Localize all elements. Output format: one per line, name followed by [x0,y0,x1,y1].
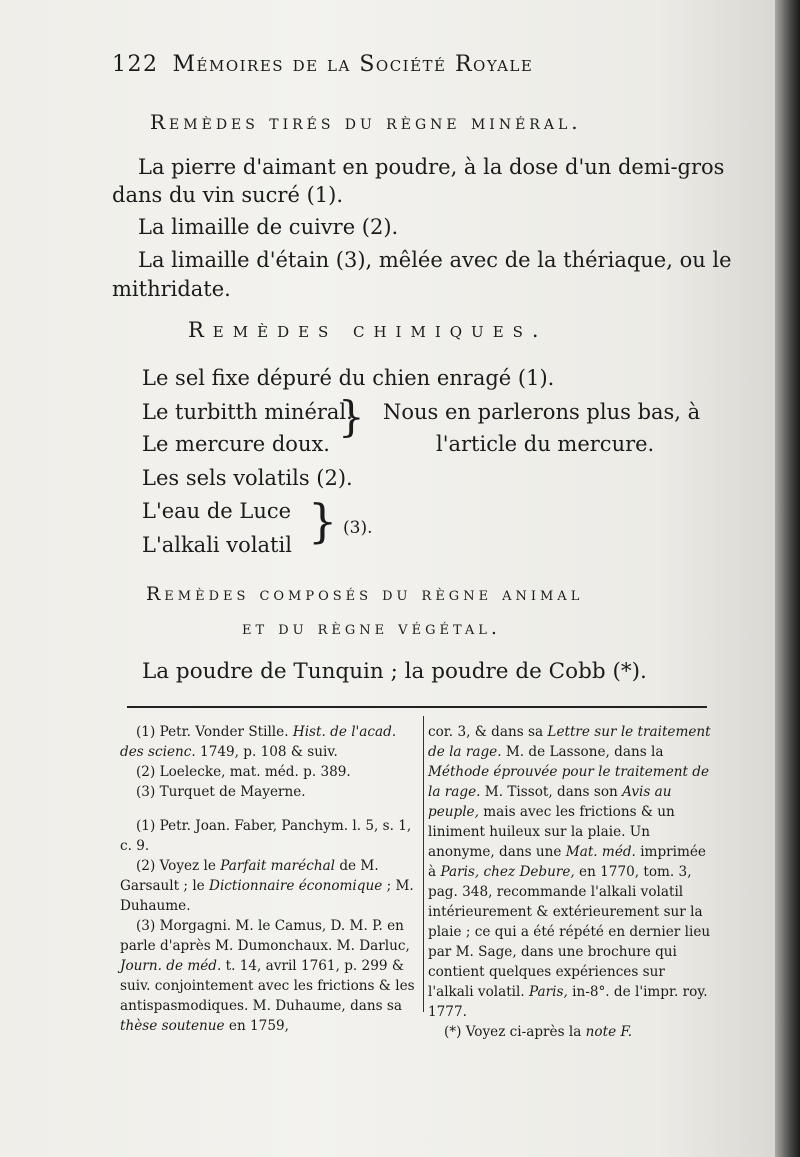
chimiques-line-1: Le sel fixe dépuré du chien enragé (1). [142,366,555,390]
section-title-chimiques: Remèdes chimiques. [188,318,548,342]
footnote-right-1: cor. 3, & dans sa Lettre sur le traitement de la rage. M. de Lassone, dans la Méthode éprouvée pour le traitement de la rage. M. Tissot, dans son Avis au peuple, mais avec les frictions & un liniment huileux sur la plaie. Un anonyme, dans une Mat. méd. imprimée à Paris, chez Debure, en 1770, tom. 3, pag. 348, recommande l'alkali volatil intérieurement & extérieurement sur la plaie ; ce qui a été répété en dernier lieu par M. Sage, dans une brochure qui contient quelques expériences sur l'alkali volatil. Paris, in-8°. de l'impr. roy. 1777. [428,724,711,1020]
footnote-left-6: (3) Morgagni. M. le Camus, D. M. P. en parle d'après M. Dumonchaux. M. Darluc, Journ. de méd. t. 14, avril 1761, p. 299 & suiv. conjointement avec les frictions & les antispasmodiques. M. Duhaume, dans sa thèse soutenue en 1759, [120,918,415,1034]
footnote-column-divider [423,716,424,1012]
brace-ref: (3). [343,518,373,538]
mineral-line-5: mithridate. [112,277,231,301]
mineral-line-1: La pierre d'aimant en poudre, à la dose d'un demi-gros [138,155,725,179]
chimiques-line-4: Les sels volatils (2). [142,466,353,490]
footnote-left-1: (1) Petr. Vonder Stille. Hist. de l'acad. des scienc. 1749, p. 108 & suiv. [120,724,397,760]
footnote-right-2: (*) Voyez ci-après la note F. [444,1024,633,1040]
footnote-left-4: (1) Petr. Joan. Faber, Panchym. l. 5, s. 1, c. 9. [120,818,412,854]
brace-mercure: } [338,392,365,441]
composes-line: La poudre de Tunquin ; la poudre de Cobb (*). [142,659,647,684]
chimiques-line-6: L'alkali volatil [142,533,292,557]
brace-note-line-1: Nous en parlerons plus bas, à [383,400,701,424]
section-title-mineral: Remèdes tirés du règne minéral. [150,110,582,134]
footnote-left-3: (3) Turquet de Mayerne. [136,784,306,800]
brace-note-line-2: l'article du mercure. [436,432,655,456]
section-title-composes-2: et du règne végétal. [242,617,501,639]
mineral-line-3: La limaille de cuivre (2). [138,215,399,239]
chimiques-line-3: Le mercure doux. [142,432,330,456]
mineral-line-2: dans du vin sucré (1). [112,183,343,207]
running-title: Mémoires de la Société Royale [172,52,534,77]
section-title-composes-1: Remèdes composés du règne animal [146,583,584,605]
footnotes-right-column [428,722,712,1042]
footnotes-left-column [120,722,416,1036]
footnote-left-2: (2) Loelecke, mat. méd. p. 389. [136,764,351,780]
chimiques-line-2: Le turbitth minéral. [142,400,353,424]
footnote-left-5: (2) Voyez le Parfait maréchal de M. Garsault ; le Dictionnaire économique ; M. Duhaume. [120,858,414,914]
footnote-separator [127,706,707,708]
book-spine [775,0,800,1157]
mineral-line-4: La limaille d'étain (3), mêlée avec de la thériaque, ou le [138,248,732,272]
page-number: 122 [112,52,159,77]
chimiques-line-5: L'eau de Luce [142,499,292,523]
brace-alkali: } [308,494,338,548]
running-header [112,52,632,77]
